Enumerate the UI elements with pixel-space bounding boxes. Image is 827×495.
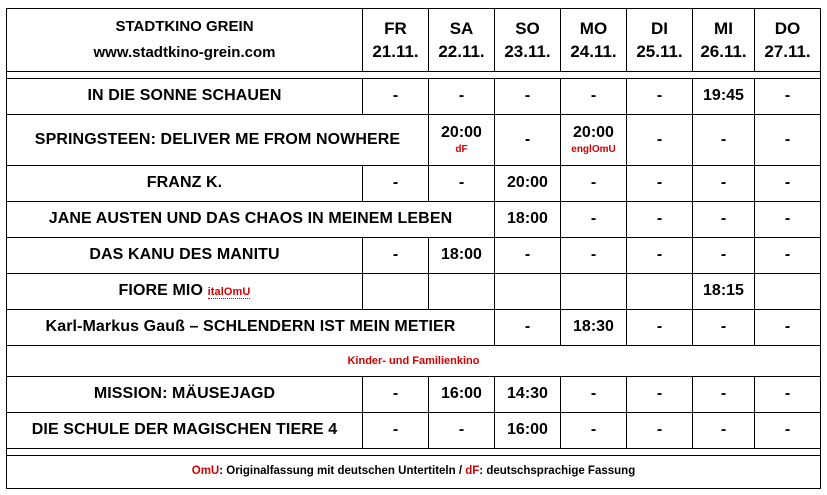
day-date: 21.11. <box>372 42 419 61</box>
film-row <box>7 115 821 166</box>
program-table-container <box>6 8 820 484</box>
showtime-cell <box>755 274 821 310</box>
showtime-cell: - <box>495 238 561 274</box>
showtime-cell: - <box>561 238 627 274</box>
showtime-cell: - <box>755 238 821 274</box>
showtime-cell: - <box>429 79 495 115</box>
showtime-cell <box>561 115 627 166</box>
showtime-cell: - <box>755 79 821 115</box>
day-header <box>627 9 693 72</box>
showtime-cell: - <box>693 202 755 238</box>
showtime-cell: - <box>561 166 627 202</box>
day-label: DO <box>774 19 801 38</box>
showtime-cell <box>561 274 627 310</box>
film-row <box>7 274 821 310</box>
film-title: JANE AUSTEN UND DAS CHAOS IN MEINEM LEBEN <box>7 202 495 238</box>
separator-row <box>7 72 821 79</box>
day-header <box>495 9 561 72</box>
film-title-cell <box>7 274 363 310</box>
showtime-cell: - <box>755 202 821 238</box>
showtime-cell: - <box>561 377 627 413</box>
cinema-website: www.stadtkino-grein.com <box>93 44 276 61</box>
showtime-cell <box>495 274 561 310</box>
showtime-cell: - <box>627 202 693 238</box>
showtime-cell: - <box>627 79 693 115</box>
showtime-cell: - <box>561 202 627 238</box>
day-date: 27.11. <box>764 42 811 61</box>
showtime-cell: 18:15 <box>693 274 755 310</box>
day-label: SO <box>515 19 540 38</box>
day-date: 24.11. <box>570 42 617 61</box>
showtime: 20:00 <box>441 124 482 142</box>
showtime-cell: 19:45 <box>693 79 755 115</box>
day-header <box>693 9 755 72</box>
separator-row <box>7 449 821 456</box>
showtime-cell: - <box>495 115 561 166</box>
film-title: SPRINGSTEEN: DELIVER ME FROM NOWHERE <box>7 115 429 166</box>
legend-df-key: dF <box>465 465 480 478</box>
film-title: DAS KANU DES MANITU <box>7 238 363 274</box>
day-label: DI <box>651 19 668 38</box>
film-row <box>7 238 821 274</box>
section-title: Kinder- und Familienkino <box>7 346 821 377</box>
showtime-cell: 14:30 <box>495 377 561 413</box>
showtime-cell: - <box>693 413 755 449</box>
showtime-cell: - <box>363 238 429 274</box>
showtime-cell: - <box>693 310 755 346</box>
showtime-cell: - <box>627 310 693 346</box>
film-title: MISSION: MÄUSEJAGD <box>7 377 363 413</box>
film-row <box>7 310 821 346</box>
showtime-cell: - <box>627 238 693 274</box>
film-title: DIE SCHULE DER MAGISCHEN TIERE 4 <box>7 413 363 449</box>
film-title: IN DIE SONNE SCHAUEN <box>7 79 363 115</box>
day-date: 22.11. <box>438 42 485 61</box>
showtime-cell: 18:00 <box>495 202 561 238</box>
day-label: MI <box>714 19 733 38</box>
showtime-cell: 20:00 <box>495 166 561 202</box>
showtime-cell: - <box>627 377 693 413</box>
showtime-cell: - <box>429 166 495 202</box>
film-row <box>7 202 821 238</box>
legend-df-text: : deutschsprachige Fassung <box>479 465 636 478</box>
showtime-cell: - <box>363 166 429 202</box>
legend-omu-text: : Originalfassung mit deutschen Untertiteln / <box>219 465 466 478</box>
film-row <box>7 166 821 202</box>
day-label: FR <box>384 19 407 38</box>
version-tag: italOmU <box>207 286 251 299</box>
showtime-cell <box>363 274 429 310</box>
program-table <box>6 8 821 489</box>
film-title: Karl-Markus Gauß – SCHLENDERN IST MEIN METIER <box>7 310 495 346</box>
showtime-cell: - <box>363 79 429 115</box>
day-header <box>561 9 627 72</box>
film-row <box>7 413 821 449</box>
showtime-cell: - <box>627 413 693 449</box>
separator <box>7 72 821 79</box>
showtime-cell: - <box>363 413 429 449</box>
day-date: 26.11. <box>700 42 747 61</box>
showtime-cell: - <box>561 79 627 115</box>
showtime-cell: 16:00 <box>429 377 495 413</box>
day-header <box>363 9 429 72</box>
showtime-cell <box>429 115 495 166</box>
day-header <box>429 9 495 72</box>
showtime-cell: - <box>755 166 821 202</box>
showtime-cell: - <box>755 310 821 346</box>
day-date: 25.11. <box>636 42 683 61</box>
showtime-cell: - <box>627 166 693 202</box>
film-title: FIORE MIO <box>118 282 204 300</box>
showtime-cell: - <box>495 79 561 115</box>
version-note: englOmU <box>571 144 616 156</box>
film-title: FRANZ K. <box>7 166 363 202</box>
showtime-cell <box>627 274 693 310</box>
showtime-cell: - <box>363 377 429 413</box>
showtime-cell: - <box>429 413 495 449</box>
version-note: dF <box>455 144 468 156</box>
section-row <box>7 346 821 377</box>
showtime-cell: - <box>693 377 755 413</box>
separator <box>7 449 821 456</box>
showtime-cell <box>429 274 495 310</box>
cinema-name: STADTKINO GREIN <box>115 18 254 35</box>
showtime-cell: - <box>561 413 627 449</box>
day-header <box>755 9 821 72</box>
cinema-info <box>7 9 363 72</box>
header-row <box>7 9 821 72</box>
showtime-cell: 16:00 <box>495 413 561 449</box>
legend-row <box>7 456 821 489</box>
showtime-cell: - <box>627 115 693 166</box>
day-label: MO <box>579 19 608 38</box>
legend-omu-key: OmU <box>191 465 220 478</box>
showtime-cell: 18:30 <box>561 310 627 346</box>
showtime: 20:00 <box>573 124 614 142</box>
showtime-cell: - <box>755 413 821 449</box>
film-row <box>7 79 821 115</box>
showtime-cell: - <box>495 310 561 346</box>
day-date: 23.11. <box>504 42 551 61</box>
showtime-cell: - <box>693 115 755 166</box>
showtime-cell: - <box>755 115 821 166</box>
day-label: SA <box>449 19 474 38</box>
film-row <box>7 377 821 413</box>
showtime-cell: - <box>693 238 755 274</box>
showtime-cell: 18:00 <box>429 238 495 274</box>
showtime-cell: - <box>693 166 755 202</box>
showtime-cell: - <box>755 377 821 413</box>
legend <box>7 456 821 489</box>
